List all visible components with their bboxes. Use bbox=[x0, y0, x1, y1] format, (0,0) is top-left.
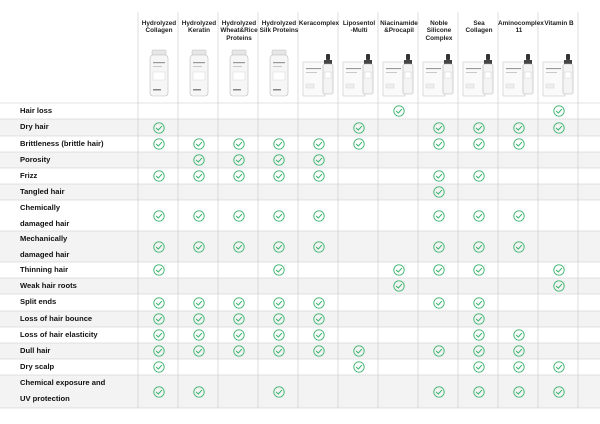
check-icon bbox=[433, 210, 445, 222]
row-label-line: Loss of hair elasticity bbox=[20, 330, 98, 339]
check-icon bbox=[433, 186, 445, 198]
product-dropper-box-image bbox=[541, 48, 577, 98]
check-icon bbox=[193, 154, 205, 166]
column-header-line: Liposentol bbox=[342, 20, 376, 27]
check-icon bbox=[473, 329, 485, 341]
product-dropper-box-image bbox=[501, 48, 537, 98]
check-icon bbox=[313, 138, 325, 150]
check-icon bbox=[513, 329, 525, 341]
column-header-line: Vitamin B bbox=[544, 20, 574, 27]
row-label bbox=[20, 311, 92, 327]
row-label bbox=[20, 152, 50, 168]
column-header-line: Hydrolyzed bbox=[181, 20, 217, 27]
row-label bbox=[20, 278, 77, 294]
row-label-line: Frizz bbox=[20, 171, 38, 180]
check-icon bbox=[153, 297, 165, 309]
check-icon bbox=[233, 329, 245, 341]
column-header-line: Proteins bbox=[226, 34, 252, 42]
check-icon bbox=[193, 210, 205, 222]
product-bottle-image bbox=[141, 48, 177, 98]
check-icon bbox=[153, 345, 165, 357]
check-icon bbox=[233, 138, 245, 150]
column-header bbox=[258, 20, 300, 35]
check-icon bbox=[473, 297, 485, 309]
column-header-line: Noble bbox=[430, 20, 448, 27]
column-header-line: Complex bbox=[425, 34, 453, 42]
check-icon bbox=[233, 313, 245, 325]
row-label bbox=[20, 262, 68, 278]
check-icon bbox=[553, 361, 565, 373]
row-label bbox=[20, 184, 65, 200]
check-icon bbox=[513, 241, 525, 253]
product-dropper-box-image bbox=[341, 48, 377, 98]
column-header-line: Aminocomplex bbox=[498, 20, 544, 27]
row-label bbox=[20, 200, 69, 231]
check-icon bbox=[473, 170, 485, 182]
check-icon bbox=[513, 386, 525, 398]
row-label bbox=[20, 119, 49, 135]
column-header-line: Keratin bbox=[187, 27, 211, 35]
row-label-line: damaged hair bbox=[20, 218, 70, 228]
column-header-line: Niacinamide bbox=[380, 20, 418, 27]
check-icon bbox=[473, 264, 485, 276]
check-icon bbox=[513, 361, 525, 373]
check-icon bbox=[273, 386, 285, 398]
row-label-line: Thinning hair bbox=[20, 265, 69, 274]
check-icon bbox=[473, 313, 485, 325]
column-header bbox=[338, 20, 380, 35]
check-icon bbox=[273, 210, 285, 222]
check-icon bbox=[433, 345, 445, 357]
check-icon bbox=[313, 241, 325, 253]
row-label bbox=[20, 327, 98, 343]
row-label bbox=[20, 375, 105, 406]
check-icon bbox=[273, 313, 285, 325]
check-icon bbox=[433, 241, 445, 253]
column-header-line: Silk Proteins bbox=[259, 27, 299, 35]
product-bottle-image bbox=[181, 48, 217, 98]
check-icon bbox=[193, 241, 205, 253]
check-icon bbox=[473, 122, 485, 134]
check-icon bbox=[513, 210, 525, 222]
check-icon bbox=[473, 138, 485, 150]
check-icon bbox=[273, 154, 285, 166]
check-icon bbox=[433, 264, 445, 276]
row-label-line: Porosity bbox=[20, 155, 51, 164]
check-icon bbox=[193, 313, 205, 325]
row-label-line: Chemical exposure and bbox=[20, 378, 106, 387]
check-icon bbox=[193, 345, 205, 357]
row-label-line: damaged hair bbox=[20, 249, 70, 259]
row-label bbox=[20, 168, 37, 184]
check-icon bbox=[153, 329, 165, 341]
column-header bbox=[178, 20, 220, 35]
check-icon bbox=[273, 170, 285, 182]
check-icon bbox=[153, 122, 165, 134]
check-icon bbox=[433, 138, 445, 150]
product-dropper-box-image bbox=[421, 48, 457, 98]
check-icon bbox=[273, 241, 285, 253]
check-icon bbox=[153, 138, 165, 150]
check-icon bbox=[553, 122, 565, 134]
column-header-line: Sea bbox=[473, 20, 485, 27]
check-icon bbox=[513, 122, 525, 134]
check-icon bbox=[393, 105, 405, 117]
column-header-line: -Multi bbox=[350, 27, 368, 35]
check-icon bbox=[553, 105, 565, 117]
column-header bbox=[458, 20, 500, 35]
check-icon bbox=[233, 154, 245, 166]
check-icon bbox=[433, 297, 445, 309]
check-icon bbox=[193, 297, 205, 309]
check-icon bbox=[353, 138, 365, 150]
column-header bbox=[298, 20, 340, 27]
column-header bbox=[498, 20, 544, 35]
column-header-line: Collagen bbox=[465, 27, 493, 35]
check-icon bbox=[313, 170, 325, 182]
product-bottle-image bbox=[221, 48, 257, 98]
column-header-line: Hydrolyzed bbox=[261, 20, 297, 27]
check-icon bbox=[433, 386, 445, 398]
row-label-line: Weak hair roots bbox=[20, 281, 77, 290]
check-icon bbox=[433, 170, 445, 182]
check-icon bbox=[233, 345, 245, 357]
check-icon bbox=[353, 122, 365, 134]
check-icon bbox=[313, 329, 325, 341]
column-header bbox=[418, 20, 460, 42]
column-header-line: 11 bbox=[515, 27, 523, 35]
check-icon bbox=[193, 329, 205, 341]
product-dropper-box-image bbox=[381, 48, 417, 98]
check-icon bbox=[473, 241, 485, 253]
row-label-line: Loss of hair bounce bbox=[20, 314, 93, 323]
check-icon bbox=[153, 210, 165, 222]
check-icon bbox=[353, 361, 365, 373]
check-icon bbox=[233, 170, 245, 182]
check-icon bbox=[193, 170, 205, 182]
check-icon bbox=[273, 138, 285, 150]
column-header-line: Keracomplex bbox=[298, 20, 340, 27]
row-label bbox=[20, 343, 50, 359]
check-icon bbox=[553, 386, 565, 398]
row-label-line: Dull hair bbox=[20, 346, 51, 355]
check-icon bbox=[153, 361, 165, 373]
check-icon bbox=[233, 297, 245, 309]
product-bottle-image bbox=[261, 48, 297, 98]
column-header-line: Hydrolyzed bbox=[221, 20, 257, 27]
product-dropper-box-image bbox=[461, 48, 497, 98]
check-icon bbox=[313, 154, 325, 166]
row-label-line: Dry scalp bbox=[20, 362, 55, 371]
row-label-line: Chemically bbox=[20, 203, 61, 212]
column-header bbox=[378, 20, 420, 35]
check-icon bbox=[153, 264, 165, 276]
column-header-line: Collagen bbox=[145, 27, 173, 35]
row-label-line: UV protection bbox=[20, 393, 70, 403]
check-icon bbox=[233, 210, 245, 222]
check-icon bbox=[153, 386, 165, 398]
row-label-line: Dry hair bbox=[20, 122, 49, 131]
check-icon bbox=[473, 210, 485, 222]
row-label bbox=[20, 103, 52, 119]
check-icon bbox=[393, 264, 405, 276]
check-icon bbox=[393, 280, 405, 292]
check-icon bbox=[513, 138, 525, 150]
check-icon bbox=[433, 122, 445, 134]
row-label bbox=[20, 136, 104, 152]
column-header bbox=[538, 20, 580, 27]
column-header-line: Hydrolyzed bbox=[141, 20, 177, 27]
row-label-line: Tangled hair bbox=[20, 187, 65, 196]
check-icon bbox=[273, 329, 285, 341]
row-label-line: Split ends bbox=[20, 297, 57, 306]
column-header-line: Silicone bbox=[426, 27, 452, 35]
check-icon bbox=[313, 313, 325, 325]
check-icon bbox=[313, 345, 325, 357]
check-icon bbox=[273, 264, 285, 276]
check-icon bbox=[513, 345, 525, 357]
check-icon bbox=[233, 241, 245, 253]
check-icon bbox=[553, 264, 565, 276]
check-icon bbox=[153, 170, 165, 182]
check-icon bbox=[193, 386, 205, 398]
check-icon bbox=[473, 345, 485, 357]
column-header bbox=[138, 20, 180, 35]
row-label-line: Hair loss bbox=[20, 106, 53, 115]
column-header-line: Wheat&Rice bbox=[220, 27, 258, 35]
column-header-line: &Procapil bbox=[384, 27, 414, 35]
check-icon bbox=[153, 241, 165, 253]
row-label bbox=[20, 294, 56, 310]
check-icon bbox=[273, 297, 285, 309]
row-label bbox=[20, 359, 54, 375]
check-icon bbox=[353, 345, 365, 357]
row-label-line: Brittleness (brittle hair) bbox=[20, 139, 104, 148]
check-icon bbox=[313, 297, 325, 309]
column-header bbox=[218, 20, 260, 42]
check-icon bbox=[473, 386, 485, 398]
check-icon bbox=[473, 361, 485, 373]
row-label bbox=[20, 231, 69, 262]
row-label-line: Mechanically bbox=[20, 234, 68, 243]
product-dropper-box-image bbox=[301, 48, 337, 98]
check-icon bbox=[193, 138, 205, 150]
check-icon bbox=[153, 313, 165, 325]
check-icon bbox=[313, 210, 325, 222]
check-icon bbox=[273, 345, 285, 357]
check-icon bbox=[553, 280, 565, 292]
